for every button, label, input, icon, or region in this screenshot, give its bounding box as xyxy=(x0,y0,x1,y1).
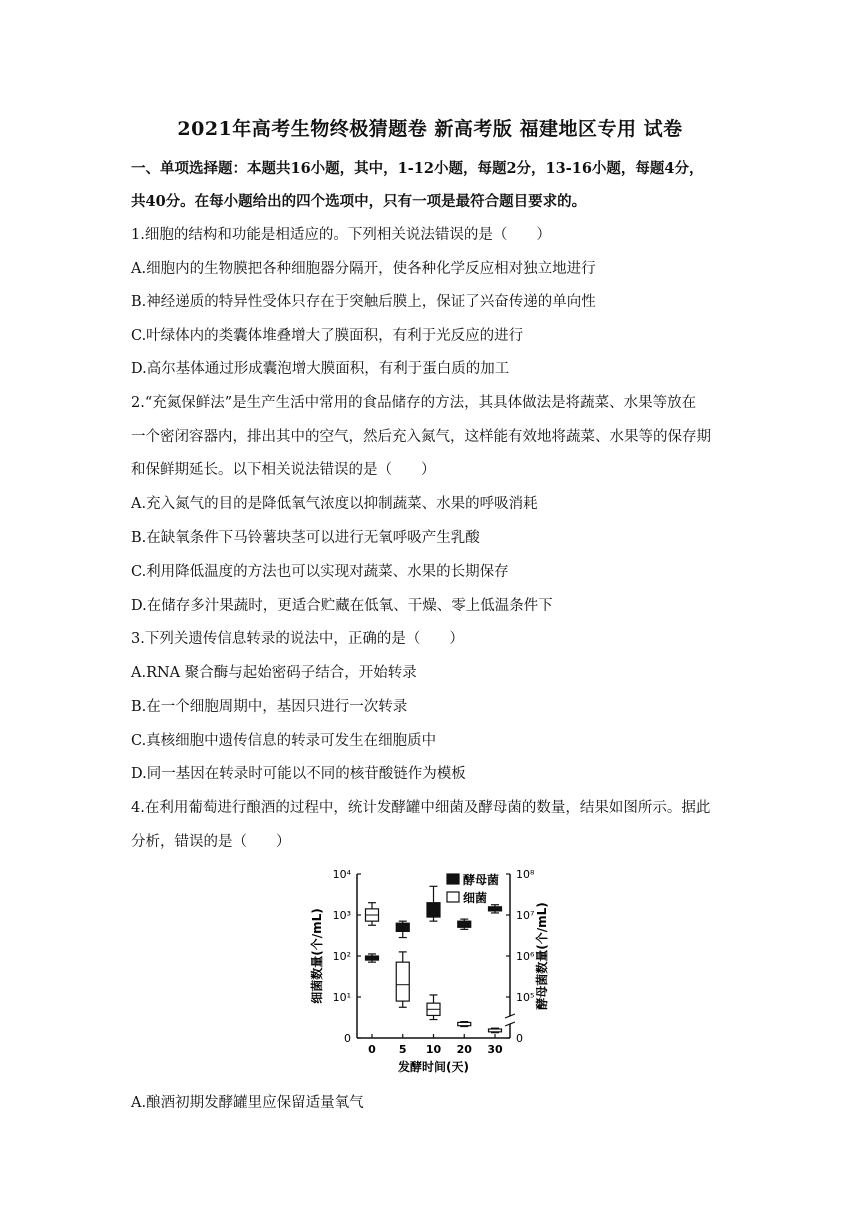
x-axis-label: 发酵时间(天) xyxy=(398,1060,469,1074)
question-4-stem-line1: 4.在利用葡萄进行酿酒的过程中，统计发酵罐中细菌及酵母菌的数量，结果如图所示。据此 xyxy=(131,800,711,816)
question-1-stem: 1.细胞的结构和功能是相适应的。下列相关说法错误的是（ ） xyxy=(131,227,551,243)
left-tick-label: 10³ xyxy=(332,909,351,922)
legend-swatch-1 xyxy=(447,892,459,902)
x-tick-label: 30 xyxy=(487,1043,503,1056)
yeast-box-day-20 xyxy=(458,921,471,927)
box-plot-svg xyxy=(300,862,550,1082)
question-2-stem-line3: 和保鲜期延长。以下相关说法错误的是（ ） xyxy=(131,462,436,478)
legend-label-0: 酵母菌 xyxy=(463,873,500,887)
left-tick-label: 10² xyxy=(332,950,351,963)
yeast-box-day-30 xyxy=(489,907,502,911)
x-tick-label: 10 xyxy=(425,1043,442,1056)
legend-label-1: 细菌 xyxy=(463,891,488,905)
bacteria-box-day-5 xyxy=(396,962,409,1001)
question-2-option-b: B.在缺氧条件下马铃薯块茎可以进行无氧呼吸产生乳酸 xyxy=(131,530,480,546)
question-3-option-b: B.在一个细胞周期中，基因只进行一次转录 xyxy=(131,699,408,715)
left-tick-label: 10¹ xyxy=(332,991,351,1004)
question-1-option-b: B.神经递质的特异性受体只存在于突触后膜上，保证了兴奋传递的单向性 xyxy=(131,294,596,310)
section-header-line1: 一、单项选择题：本题共16小题，其中，1-12小题，每题2分，13-16小题，每题4分， xyxy=(131,160,704,177)
question-1-option-d: D.高尔基体通过形成囊泡增大膜面积，有利于蛋白质的加工 xyxy=(131,361,510,377)
right-tick-label: 10⁶ xyxy=(516,950,535,963)
question-1-option-a: A.细胞内的生物膜把各种细胞器分隔开，使各种化学反应相对独立地进行 xyxy=(131,261,596,277)
x-tick-label: 20 xyxy=(456,1043,472,1056)
question-2-option-d: D.在储存多汁果蔬时，更适合贮藏在低氧、干燥、零上低温条件下 xyxy=(131,598,553,614)
question-3-option-c: C.真核细胞中遗传信息的转录可发生在细胞质中 xyxy=(131,733,437,749)
left-tick-label: 10⁴ xyxy=(332,868,351,881)
legend-swatch-0 xyxy=(447,874,459,884)
yeast-box-day-10 xyxy=(427,903,440,917)
page-title: 2021年高考生物终极猜题卷 新高考版 福建地区专用 试卷 xyxy=(177,118,683,140)
x-tick-label: 0 xyxy=(368,1043,376,1056)
left-axis-label: 细菌数量(个/mL) xyxy=(310,908,324,1004)
yeast-box-day-0 xyxy=(366,956,379,960)
question-3-option-d: D.同一基因在转录时可能以不同的核苷酸链作为模板 xyxy=(131,766,466,782)
right-tick-label: 10⁸ xyxy=(516,868,535,881)
right-tick-label: 0 xyxy=(516,1032,523,1045)
yeast-box-day-5 xyxy=(396,923,409,931)
question-3-option-a: A.RNA 聚合酶与起始密码子结合，开始转录 xyxy=(131,665,417,681)
question-4-option-a: A.酿酒初期发酵罐里应保留适量氧气 xyxy=(131,1095,364,1111)
question-2-stem-line2: 一个密闭容器内，排出其中的空气，然后充入氮气，这样能有效地将蔬菜、水果等的保存期 xyxy=(131,429,711,445)
question-4-stem-line2: 分析，错误的是（ ） xyxy=(131,834,291,850)
box-plot-figure xyxy=(300,862,550,1082)
x-tick-label: 5 xyxy=(398,1043,407,1056)
question-2-option-a: A.充入氮气的目的是降低氧气浓度以抑制蔬菜、水果的呼吸消耗 xyxy=(131,496,538,512)
question-2-stem-line1: 2.“充氮保鲜法”是生产生活中常用的食品储存的方法，其具体做法是将蔬菜、水果等放在 xyxy=(131,395,697,411)
question-1-option-c: C.叶绿体内的类囊体堆叠增大了膜面积，有利于光反应的进行 xyxy=(131,328,524,344)
right-axis-label: 酵母菌数量(个/mL) xyxy=(535,902,549,1010)
question-3-stem: 3.下列关遗传信息转录的说法中，正确的是（ ） xyxy=(131,631,464,647)
question-2-option-c: C.利用降低温度的方法也可以实现对蔬菜、水果的长期保存 xyxy=(131,564,509,580)
left-tick-label: 0 xyxy=(344,1032,351,1045)
bacteria-box-day-20 xyxy=(458,1022,471,1025)
right-tick-label: 10⁵ xyxy=(516,991,535,1004)
right-tick-label: 10⁷ xyxy=(516,909,535,922)
bacteria-box-day-30 xyxy=(489,1029,502,1032)
section-header-line2: 共40分。在每小题给出的四个选项中，只有一项是最符合题目要求的。 xyxy=(131,193,587,210)
